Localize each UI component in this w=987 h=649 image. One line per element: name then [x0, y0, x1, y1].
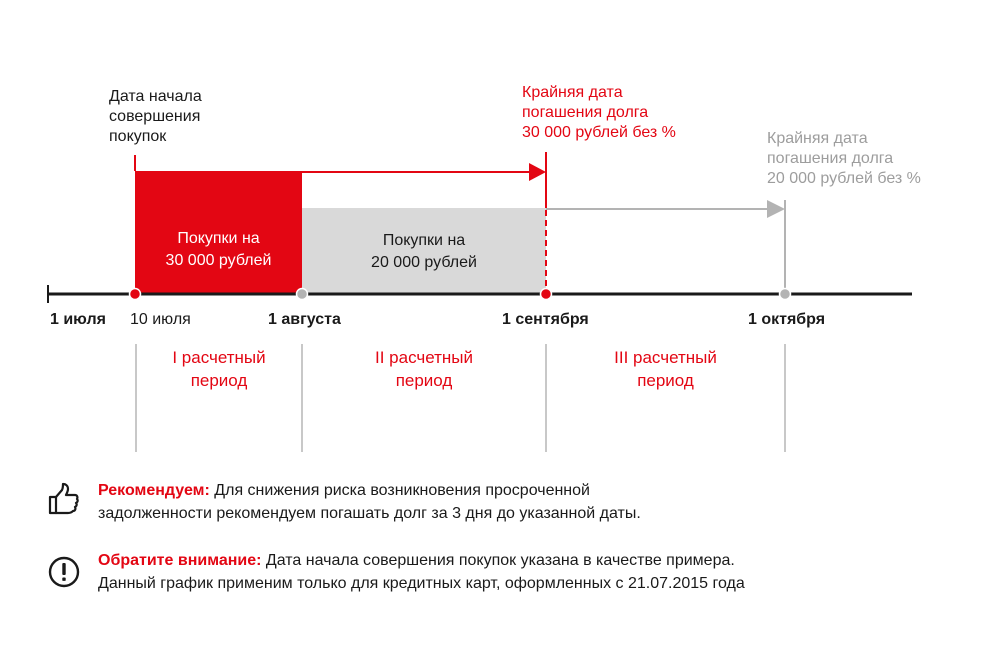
period-2-line1: II расчетный: [374, 348, 474, 367]
thumbs-up-icon: [48, 482, 80, 516]
period-1: [136, 346, 302, 392]
attention-note: [98, 549, 745, 595]
recommend-note: [98, 479, 641, 525]
deadline-2-line2: погашения долга: [767, 150, 894, 167]
deadline-2-line3: 20 000 рублей без %: [767, 170, 921, 187]
period-3-line2: период: [637, 371, 694, 390]
deadline-1-line2: погашения долга: [522, 104, 649, 121]
start-label-line2: совершения: [109, 108, 201, 125]
recommend-text1: Для снижения риска возникновения просроченной: [209, 482, 590, 499]
attention-text2: Данный график применим только для кредитных карт, оформленных с 21.07.2015 года: [98, 575, 745, 592]
start-label: [109, 87, 202, 147]
purchase-2-line2: 20 000 рублей: [371, 254, 477, 271]
purchase-1-text: [135, 228, 302, 272]
period-2-line2: период: [395, 371, 453, 390]
period-2: [302, 346, 546, 392]
period-1-line1: I расчетный: [172, 348, 266, 367]
deadline-2-label: [767, 129, 921, 189]
purchase-2-text: [302, 230, 546, 274]
tick-label-oct-1: 1 октября: [748, 311, 826, 328]
period-3-line1: III расчетный: [614, 348, 717, 367]
recommend-note-line1: [98, 479, 641, 502]
dot-july-10: [130, 289, 141, 300]
purchase-2-line1: Покупки на: [382, 232, 466, 249]
tick-label-sep-1: 1 сентября: [502, 311, 589, 328]
period-3: [546, 346, 785, 392]
period-1-line2: период: [190, 371, 248, 390]
deadline-1-label: [522, 83, 676, 143]
tick-label-july-10: 10 июля: [130, 311, 191, 328]
attention-text1: Дата начала совершения покупок указана в качестве примера.: [261, 552, 735, 569]
purchase-1-line1: Покупки на: [177, 230, 260, 247]
dot-aug-1: [297, 289, 308, 300]
start-label-line1: Дата начала: [109, 88, 202, 105]
red-arrow-head: [529, 163, 546, 181]
gray-arrow-head: [767, 200, 785, 218]
recommend-text2: задолженности рекомендуем погашать долг за 3 дня до указанной даты.: [98, 505, 641, 522]
recommend-lead: Рекомендуем:: [98, 482, 210, 499]
attention-note-line1: [98, 549, 745, 572]
dot-sep-1: [541, 289, 552, 300]
dot-oct-1: [780, 289, 791, 300]
attention-lead: Обратите внимание:: [98, 552, 262, 569]
tick-label-aug-1: 1 августа: [268, 311, 341, 328]
start-label-line3: покупок: [109, 128, 167, 145]
purchase-1-line2: 30 000 рублей: [165, 252, 272, 269]
deadline-2-line1: Крайняя дата: [767, 130, 868, 147]
deadline-1-line1: Крайняя дата: [522, 84, 623, 101]
exclamation-circle-icon: [48, 556, 80, 588]
deadline-1-line3: 30 000 рублей без %: [522, 124, 676, 141]
tick-label-july-1: 1 июля: [50, 311, 106, 328]
